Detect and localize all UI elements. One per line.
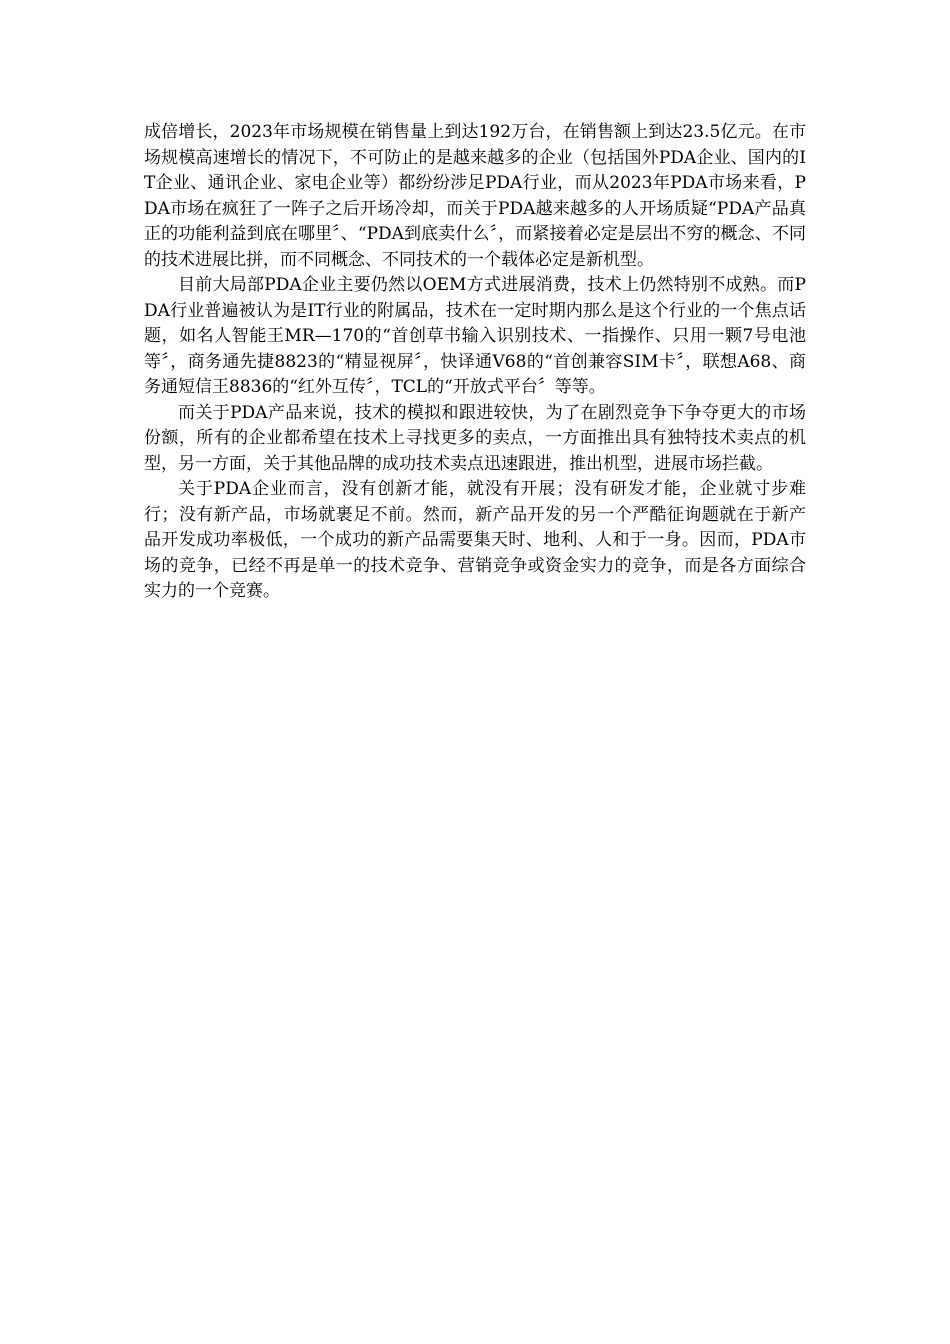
paragraph-technical-selling-points: 而关于PDA产品来说，技术的模拟和跟进较快，为了在剧烈竞争下争夺更大的市场份额，所有的企业都希望在技术上寻找更多的卖点，一方面推出具有独特技术卖点的机型，另一方面，关于其他品牌的成功技术卖点迅速跟进，推出机型，进展市场拦截。 [144,402,806,474]
document-body [144,120,806,605]
paragraph-oem-technology: 目前大局部PDA企业主要仍然以OEM方式进展消费，技术上仍然特别不成熟。而PDA行业普遍被认为是IT行业的附属品，技术在一定时期内那么是这个行业的一个焦点话题，如名人智能王MR—170的“首创草书输入识别技术、一指操作、只用一颗7号电池等〞，商务通先捷8823的“精显视屏〞，快译通V68的“首创兼容SIM卡〞，联想A68、商务通短信王8836的“红外互传〞，TCL的“开放式平台〞等等。 [144,275,806,397]
paragraph-innovation-competition: 关于PDA企业而言，没有创新才能，就没有开展；没有研发才能，企业就寸步难行；没有新产品，市场就裹足不前。然而，新产品开发的另一个严酷征询题就在于新产品开发成功率极低，一个成功的新产品需要集天时、地利、人和于一身。因而，PDA市场的竞争，已经不再是单一的技术竞争、营销竞争或资金实力的竞争，而是各方面综合实力的一个竞赛。 [144,479,806,601]
paragraph-continuation: 成倍增长，2023年市场规模在销售量上到达192万台，在销售额上到达23.5亿元。在市场规模高速增长的情况下，不可防止的是越来越多的企业（包括国外PDA企业、国内的IT企业、通讯企业、家电企业等）都纷纷涉足PDA行业，而从2023年PDA市场来看，PDA市场在疯狂了一阵子之后开场冷却，而关于PDA越来越多的人开场质疑“PDA产品真正的功能利益到底在哪里〞、“PDA到底卖什么〞，而紧接着必定是层出不穷的概念、不同的技术进展比拼，而不同概念、不同技术的一个载体必定是新机型。 [144,122,806,270]
